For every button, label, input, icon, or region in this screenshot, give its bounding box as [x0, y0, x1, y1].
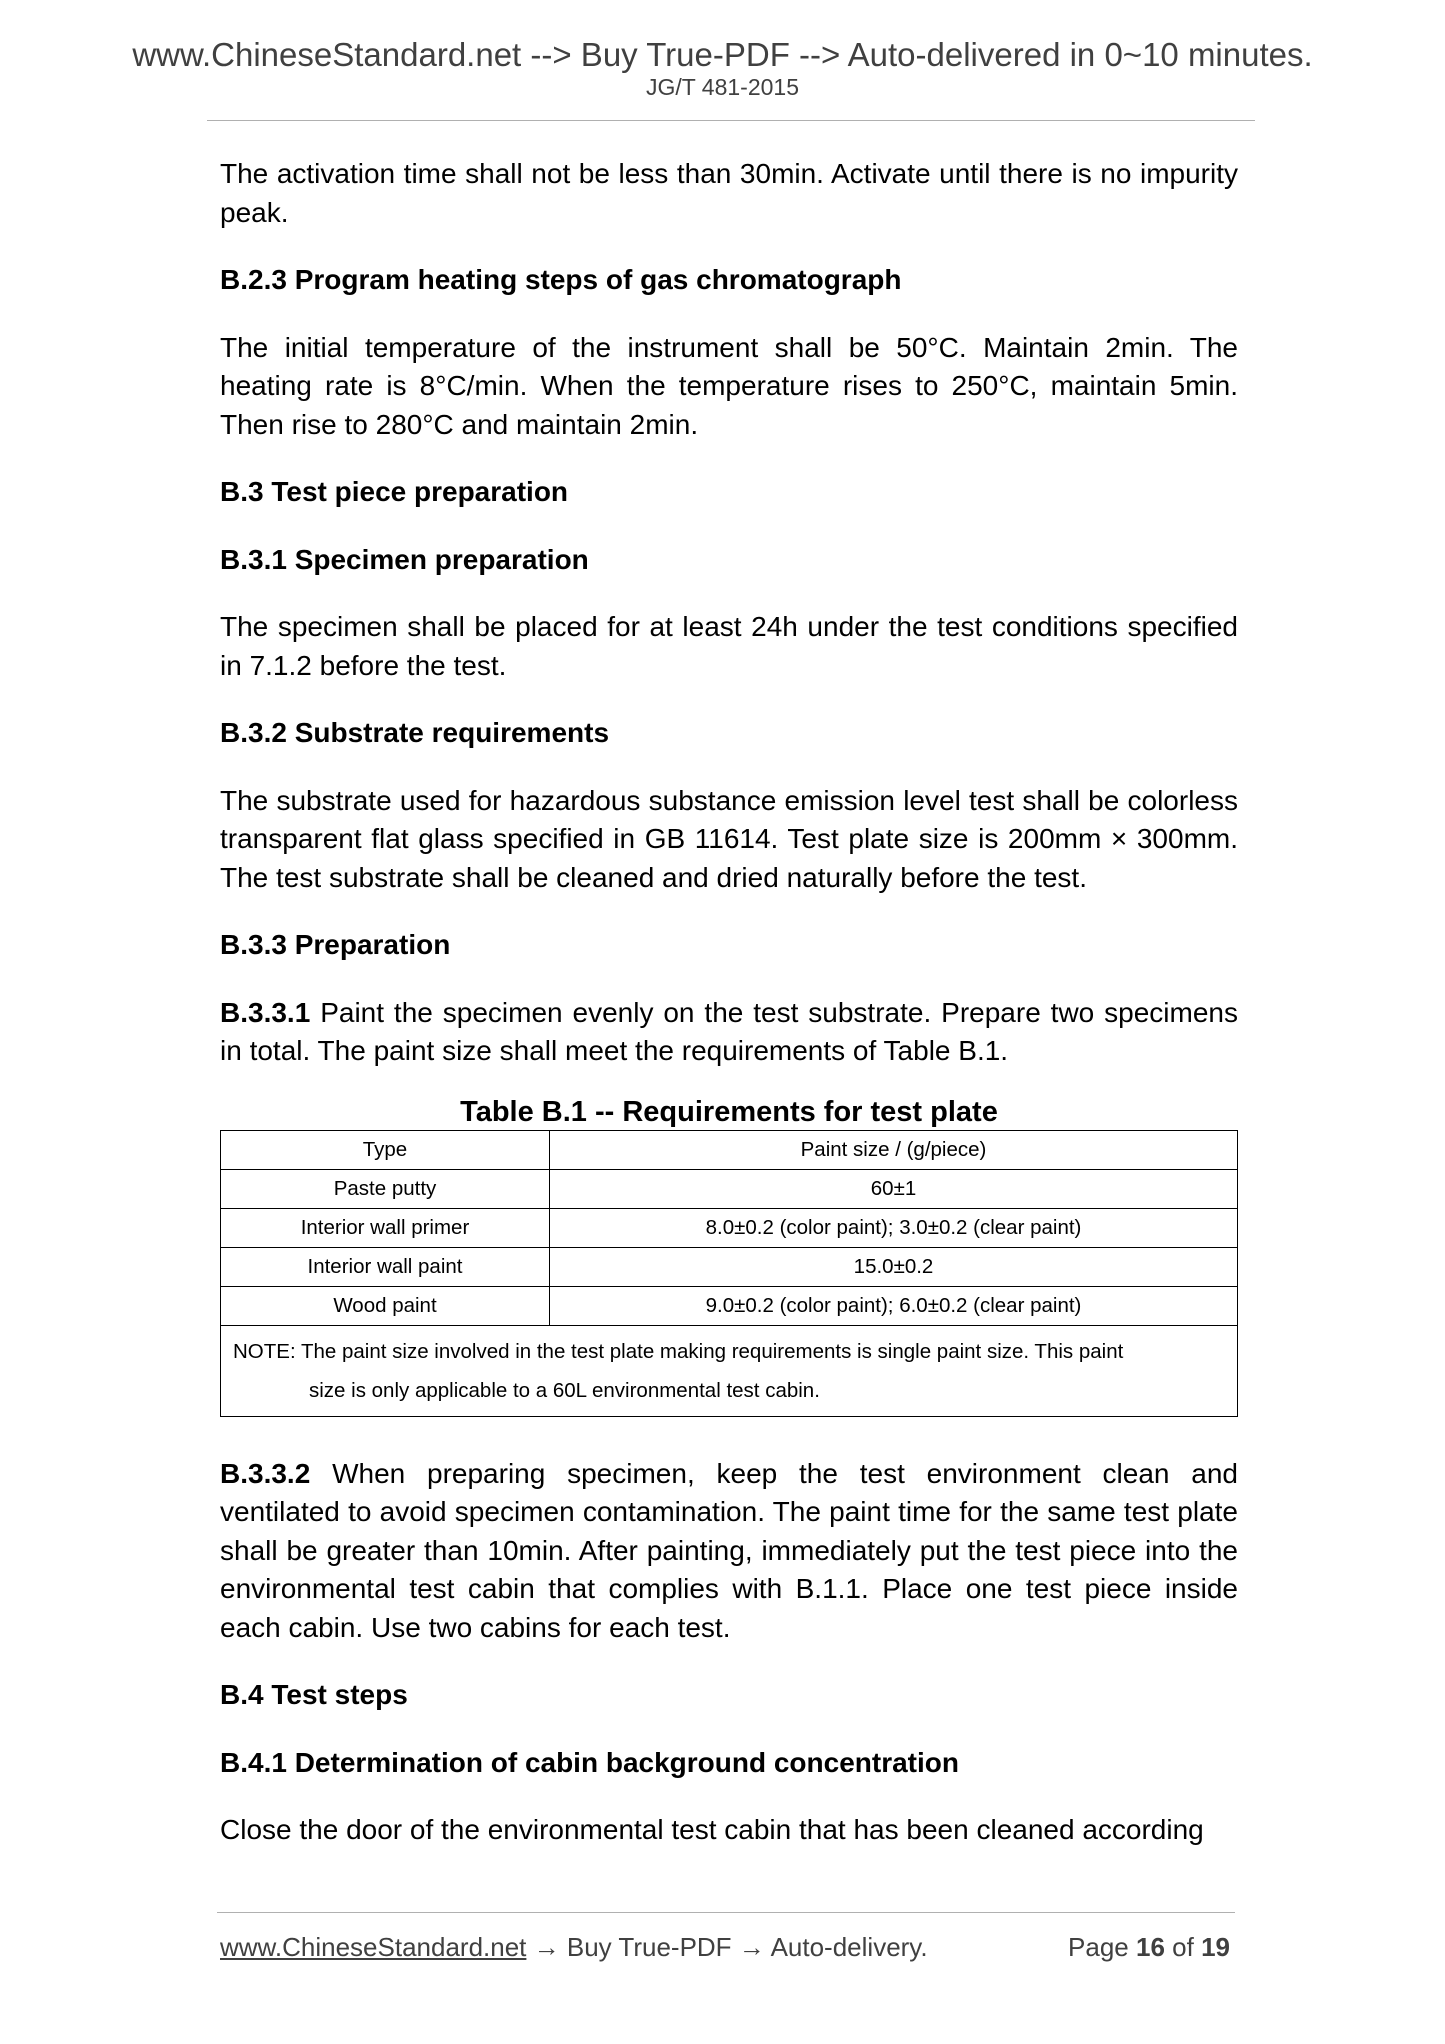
heading-b-3-1: B.3.1 Specimen preparation	[220, 543, 589, 575]
table-row	[221, 1169, 1238, 1208]
table-row	[221, 1286, 1238, 1325]
footer-left	[220, 1934, 928, 1960]
table-row	[221, 1208, 1238, 1247]
heading-b-3-2: B.3.2 Substrate requirements	[220, 717, 610, 748]
requirements-table	[220, 1130, 1238, 1417]
footer-divider	[217, 1912, 1235, 1913]
document-code: JG/T 481-2015	[645, 74, 799, 100]
table-note-line-1: NOTE: The paint size involved in the test plate making requirements is single paint size. This paint	[233, 1339, 1124, 1363]
paragraph-b-3-3-1	[220, 994, 1238, 1071]
heading-b-3-3: B.3.3 Preparation	[220, 929, 451, 960]
paragraph-activation: The activation time shall not be less than 30min. Activate until there is no impurity peak.	[220, 158, 1238, 228]
table-cell-paint-size: 15.0±0.2	[550, 1247, 1238, 1286]
footer-site-link[interactable]: www.ChineseStandard.net	[220, 1932, 527, 1962]
table-note-row	[221, 1325, 1238, 1416]
clause-text-b-3-3-1: Paint the specimen evenly on the test substrate. Prepare two specimens in total. The paint size shall meet the requirements of Table B.1.	[220, 996, 1238, 1066]
total-pages: 19	[1201, 1932, 1230, 1962]
clause-label-b-3-3-2: B.3.3.2	[220, 1457, 311, 1489]
paragraph-heating-steps: The initial temperature of the instrument shall be 50°C. Maintain 2min. The heating rate is 8°C/min. When the temperature rises to 250°C, maintain 5min. Then rise to 280°C and maintain 2min.	[220, 331, 1238, 440]
table-cell-paint-size: 60±1	[550, 1169, 1238, 1208]
paragraph-substrate: The substrate used for hazardous substance emission level test shall be colorless transparent flat glass specified in GB 11614. Test plate size is 200mm × 300mm. The test substrate shall be cleaned and dried naturally before the test.	[220, 784, 1238, 893]
table-cell-paint-size: 9.0±0.2 (color paint); 6.0±0.2 (clear paint)	[550, 1286, 1238, 1325]
clause-label-b-3-3-1: B.3.3.1	[220, 996, 311, 1028]
of-word: of	[1172, 1932, 1194, 1962]
table-cell-paint-size: 8.0±0.2 (color paint); 3.0±0.2 (clear paint)	[550, 1208, 1238, 1247]
page-number	[1068, 1934, 1230, 1960]
clause-text-b-3-3-2: When preparing specimen, keep the test environment clean and ventilated to avoid specimen contamination. The paint time for the same test plate shall be greater than 10min. After painting, immediately put the test piece into the environmental test cabin that complies with B.1.1. Place one test piece inside each cabin. Use two cabins for each test.	[220, 1457, 1238, 1643]
heading-b-3: B.3 Test piece preparation	[220, 476, 569, 507]
heading-b-2-3: B.2.3 Program heating steps of gas chromatograph	[220, 264, 902, 295]
heading-b-4: B.4 Test steps	[220, 1679, 408, 1710]
table-header-cell: Type	[221, 1130, 550, 1169]
footer-tagline: → Buy True-PDF → Auto-delivery.	[526, 1932, 928, 1962]
table-cell-type: Wood paint	[221, 1286, 550, 1325]
page-word: Page	[1068, 1932, 1129, 1962]
table-cell-type: Interior wall paint	[221, 1247, 550, 1286]
current-page: 16	[1136, 1932, 1165, 1962]
header-banner: www.ChineseStandard.net --> Buy True-PDF --> Auto-delivered in 0~10 minutes.	[132, 36, 1313, 73]
table-row	[221, 1247, 1238, 1286]
table-note	[221, 1325, 1238, 1416]
table-cell-type: Interior wall primer	[221, 1208, 550, 1247]
table-note-line-2: size is only applicable to a 60L environmental test cabin.	[309, 1378, 820, 1402]
paragraph-b-3-3-2	[220, 1455, 1238, 1648]
table-header-row	[221, 1130, 1238, 1169]
paragraph-specimen-preparation: The specimen shall be placed for at least 24h under the test conditions specified in 7.1.2 before the test.	[220, 611, 1238, 681]
page-content	[220, 155, 1238, 1879]
heading-b-4-1: B.4.1 Determination of cabin background concentration	[220, 1746, 959, 1778]
table-header-cell: Paint size / (g/piece)	[550, 1130, 1238, 1169]
table-cell-type: Paste putty	[221, 1169, 550, 1208]
header-divider	[207, 120, 1255, 121]
paragraph-cabin-background: Close the door of the environmental test cabin that has been cleaned according	[220, 1814, 1204, 1845]
table-title: Table B.1 -- Requirements for test plate	[460, 1095, 998, 1128]
